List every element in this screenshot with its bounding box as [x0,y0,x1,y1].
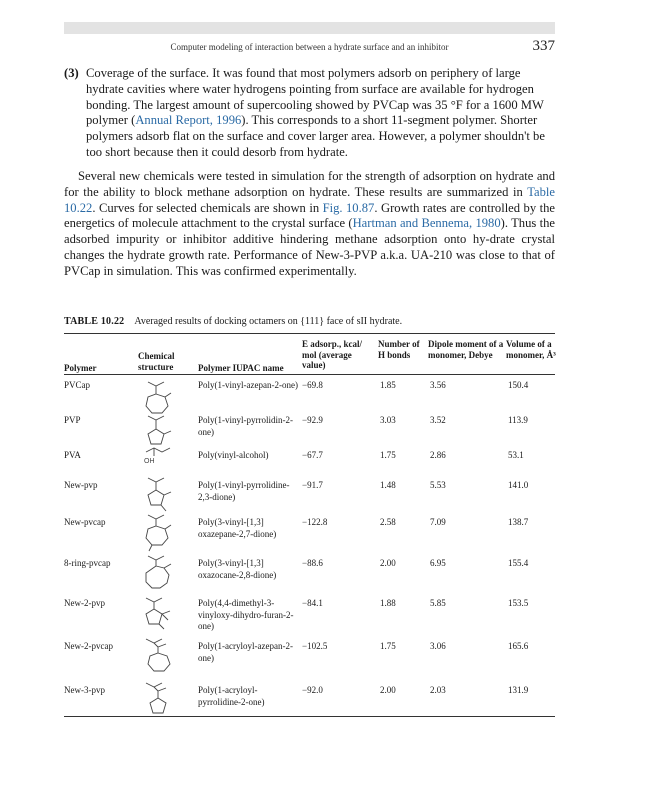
column-header-h-bonds: Number of H bonds [378,339,420,360]
text: . Growth rates are controlled by the energetics of molecule attachment to the crystal surface ( [64,200,555,231]
cell-volume: 131.9 [508,685,529,695]
cell-volume: 165.6 [508,641,529,651]
table-caption [64,316,555,327]
column-header-dipole: Dipole moment of a monomer, Debye [428,339,504,360]
text: . Curves for selected chemicals are shown in [92,200,323,215]
text: ). Thus the adsorbed impurity or inhibitor additive hindering methane adsorption onto hy-drate crystal changes the hydrate growth rate. Performance of New-3-PVP a.k.a. UA-210 was close to that of PVCap in simulation. This was confirmed experimentally. [64,216,555,278]
citation-link[interactable]: Annual Report, 1996 [135,113,242,128]
cell-iupac: Poly(1-vinyl-pyrrolidine-2,3-dione) [198,480,290,502]
cell-h-bonds: 1.75 [380,641,396,651]
list-marker: (3) [64,66,79,80]
cell-e-adsorp: −122.8 [302,517,328,527]
cell-iupac: Poly(3-vinyl-[1,3] oxazepane-2,7-dione) [198,517,277,539]
cell-iupac: Poly(3-vinyl-[1,3] oxazocane-2,8-dione) [198,558,277,580]
chemical-structure-image [140,592,180,634]
caption-text: Averaged results of docking octamers on {111} face of sII hydrate. [134,316,403,327]
cell-polymer: New-pvcap [64,517,106,527]
cell-h-bonds: 1.88 [380,598,396,608]
cell-h-bonds: 1.75 [380,450,396,460]
text: ). This corresponds to a short 11-segment polymer. Shorter polymers adsorb flat on the surface and cover larger area. However, a polymer shouldn't be too short because then it could desorb from hydrate. [86,113,545,159]
list-item-body [86,66,555,161]
table-link[interactable]: Table 10.22 [64,184,555,215]
running-title: Computer modeling of interaction between a hydrate surface and an inhibitor [170,42,449,52]
cell-iupac: Poly(1-vinyl-pyrrolidin-2-one) [198,415,293,437]
cell-volume: 153.5 [508,598,529,608]
cell-h-bonds: 2.58 [380,517,396,527]
table-bottom-rule [64,716,555,717]
cell-e-adsorp: −102.5 [302,641,328,651]
column-header-volume: Volume of a monomer, Å³ [506,339,556,360]
chemical-structure-image [140,444,180,468]
cell-e-adsorp: −92.0 [302,685,323,695]
cell-dipole: 3.06 [430,641,446,651]
chemical-structure-image [140,635,180,677]
cell-dipole: 7.09 [430,517,446,527]
figure-link[interactable]: Fig. 10.87 [322,200,375,215]
table-label: TABLE 10.22 [64,316,125,327]
cell-e-adsorp: −69.8 [302,380,323,390]
cell-volume: 141.0 [508,480,529,490]
cell-dipole: 6.95 [430,558,446,568]
table-top-rule [64,333,555,334]
cell-polymer: PVA [64,450,81,460]
cell-volume: 53.1 [508,450,524,460]
cell-polymer: PVP [64,415,81,425]
cell-h-bonds: 1.48 [380,480,396,490]
cell-volume: 113.9 [508,415,528,425]
cell-dipole: 5.85 [430,598,446,608]
cell-iupac: Poly(1-acryloyl-pyrrolidine-2-one) [198,685,265,707]
cell-iupac: Poly(1-acryloyl-azepan-2-one) [198,641,293,663]
cell-iupac: Poly(vinyl-alcohol) [198,450,269,460]
cell-polymer: New-pvp [64,480,98,490]
column-header-chemical-structure: Chemical structure [138,351,175,372]
cell-dipole: 5.53 [430,480,446,490]
text: Coverage of the surface. It was found that most polymers adsorb on periphery of large hydrate cavities where water hydrogens pointing from surface are available for hydrogen bonding. The largest amount of supercooling showed by PVCap was 35 °F for a 1600 MW polymer ( [86,66,544,128]
cell-volume: 150.4 [508,380,529,390]
cell-h-bonds: 2.00 [380,558,396,568]
list-item-coverage [64,66,555,161]
running-head [64,40,555,56]
cell-polymer: New-3-pvp [64,685,105,695]
cell-e-adsorp: −92.9 [302,415,323,425]
header-bar [64,22,555,34]
column-header-e-adsorp: E adsorp., kcal/ mol (average value) [302,339,363,370]
cell-iupac: Poly(1-vinyl-azepan-2-one) [198,380,298,390]
body-paragraph [64,169,555,280]
column-header-polymer: Polymer [64,363,97,373]
cell-dipole: 3.56 [430,380,446,390]
cell-polymer: 8-ring-pvcap [64,558,111,568]
chemical-structure-image [140,679,180,721]
citation-link[interactable]: Hartman and Bennema, 1980 [352,216,501,231]
cell-iupac: Poly(4,4-dimethyl-3-vinyloxy-dihydro-furan-2-one) [198,598,294,631]
text: Several new chemicals were tested in simulation for the strength of adsorption on hydrate and for the ability to block methane adsorption on hydrate. These results are summarized in [64,169,555,199]
cell-h-bonds: 1.85 [380,380,396,390]
chemical-structure-image [140,511,180,553]
cell-volume: 155.4 [508,558,529,568]
cell-e-adsorp: −84.1 [302,598,323,608]
chemical-structure-image [140,552,180,594]
chemical-structure-image [140,474,180,516]
cell-e-adsorp: −67.7 [302,450,323,460]
cell-dipole: 3.52 [430,415,446,425]
cell-polymer: PVCap [64,380,91,390]
hydroxyl-label: OH [144,458,155,465]
table-header-rule [64,374,555,375]
cell-polymer: New-2-pvcap [64,641,113,651]
column-header-iupac: Polymer IUPAC name [198,363,284,373]
cell-e-adsorp: −91.7 [302,480,323,490]
cell-e-adsorp: −88.6 [302,558,323,568]
cell-h-bonds: 2.00 [380,685,396,695]
cell-dipole: 2.86 [430,450,446,460]
cell-h-bonds: 3.03 [380,415,396,425]
cell-volume: 138.7 [508,517,529,527]
cell-polymer: New-2-pvp [64,598,105,608]
cell-dipole: 2.03 [430,685,446,695]
page-number: 337 [532,38,555,54]
